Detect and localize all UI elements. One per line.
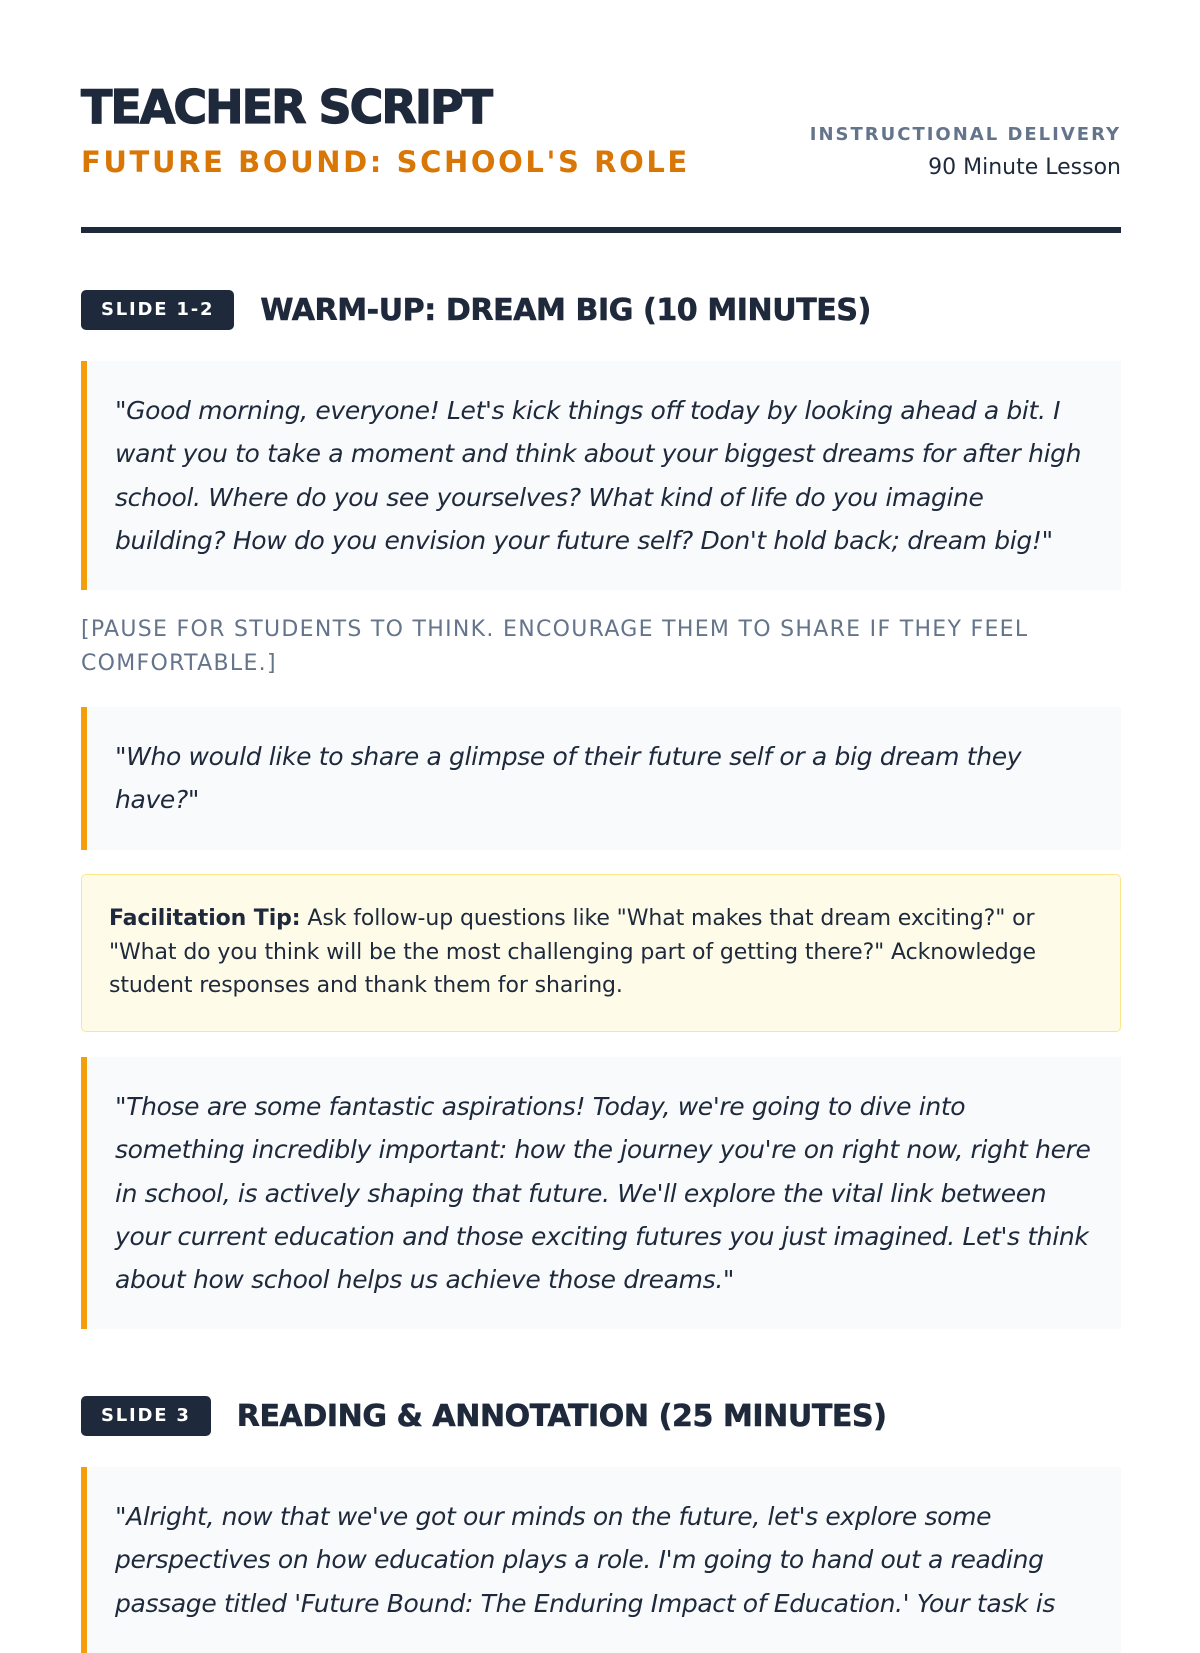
script-quote: "Who would like to share a glimpse of their future self or a big dream they have?" <box>81 707 1121 850</box>
script-quote: "Alright, now that we've got our minds on the future, let's explore some perspectives on how education plays a role. I'm going to hand out a reading passage titled 'Future Bound: The Enduring Impact of Education.' Your task is <box>81 1467 1121 1653</box>
slide-badge: SLIDE 1-2 <box>81 290 234 330</box>
stage-direction: [PAUSE FOR STUDENTS TO THINK. ENCOURAGE THEM TO SHARE IF THEY FEEL COMFORTABLE.] <box>81 617 1029 676</box>
meta-label: INSTRUCTIONAL DELIVERY <box>809 124 1121 145</box>
slide-badge: SLIDE 3 <box>81 1396 211 1436</box>
script-quote: "Good morning, everyone! Let's kick things off today by looking ahead a bit. I want you to take a moment and think about your biggest dreams for after high school. Where do you see yourselves? What kind of life do you imagine building? How do you envision your future self? Don't hold back; dream big!" <box>81 361 1121 590</box>
document-header <box>81 0 1121 234</box>
lesson-meta <box>810 126 1121 179</box>
tip-text: Ask follow-up questions like "What makes that dream exciting?" or "What do you think will be the most challenging part of getting there?" Acknowledge student responses and thank them for sharing. <box>109 906 1036 998</box>
section-title: READING & ANNOTATION (25 MINUTES) <box>236 1398 887 1434</box>
section-header-reading <box>81 1396 1121 1436</box>
document-subtitle: FUTURE BOUND: SCHOOL'S ROLE <box>81 145 690 179</box>
lesson-duration: 90 Minute Lesson <box>928 155 1121 180</box>
facilitation-tip <box>81 874 1121 1032</box>
section-header-warm-up <box>81 290 1121 330</box>
tip-label: Facilitation Tip: <box>109 906 301 931</box>
content-container <box>81 0 1121 1618</box>
script-quote: "Those are some fantastic aspirations! Today, we're going to dive into something incredibly important: how the journey you're on right now, right here in school, is actively shaping that future. We'll explore the vital link between your current education and those exciting futures you just imagined. Let's think about how school helps us achieve those dreams." <box>81 1057 1121 1329</box>
header-divider <box>81 227 1121 233</box>
document-title: TEACHER SCRIPT <box>81 80 492 134</box>
section-title: WARM-UP: DREAM BIG (10 MINUTES) <box>260 292 871 328</box>
